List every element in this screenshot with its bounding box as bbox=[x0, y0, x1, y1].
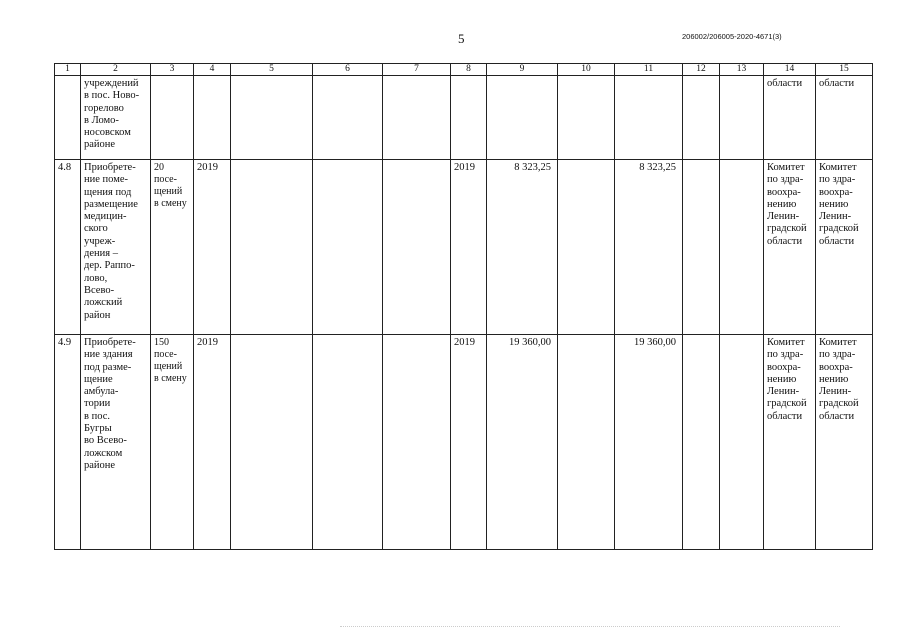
cell-line: ложский bbox=[84, 297, 123, 309]
cell-line: Бугры bbox=[84, 423, 112, 435]
header-cell-11: 11 bbox=[615, 64, 683, 76]
cell-col-4: 2019 bbox=[194, 335, 231, 550]
table-row bbox=[55, 76, 873, 160]
header-cell-8: 8 bbox=[451, 64, 487, 76]
cell-line: тории bbox=[84, 398, 111, 410]
cell-line: градской bbox=[819, 223, 859, 235]
header-cell-4: 4 bbox=[194, 64, 231, 76]
cell-line: районе bbox=[84, 459, 116, 471]
cell-col-13 bbox=[720, 335, 764, 550]
cell-line: Ленин- bbox=[819, 386, 852, 398]
cell-line: Комитет bbox=[819, 337, 857, 348]
scan-artifact-line bbox=[340, 626, 840, 630]
header-cell-7: 7 bbox=[383, 64, 451, 76]
cell-line: по здра- bbox=[819, 174, 856, 186]
header-cell-1: 1 bbox=[55, 64, 81, 76]
cell-col-4 bbox=[194, 76, 231, 160]
cell-col-7 bbox=[383, 335, 451, 550]
header-cell-3: 3 bbox=[151, 64, 194, 76]
cell-col-8: 2019 bbox=[451, 335, 487, 550]
cell-col-15 bbox=[816, 335, 873, 550]
cell-line: по здра- bbox=[767, 174, 804, 186]
cell-col-13 bbox=[720, 160, 764, 335]
cell-line: нению bbox=[819, 198, 849, 210]
cell-col-12 bbox=[683, 76, 720, 160]
cell-line: Комитет bbox=[767, 337, 805, 348]
cell-line: Комитет bbox=[767, 162, 805, 173]
cell-line: посе- bbox=[154, 349, 177, 360]
cell-col-14 bbox=[764, 76, 816, 160]
cell-line: ложском bbox=[84, 447, 123, 459]
header-cell-12: 12 bbox=[683, 64, 720, 76]
header-cell-5: 5 bbox=[231, 64, 313, 76]
cell-line: воохра- bbox=[819, 361, 853, 373]
header-cell-6: 6 bbox=[313, 64, 383, 76]
cell-line: нению bbox=[819, 373, 849, 385]
cell-col-12 bbox=[683, 335, 720, 550]
header-cell-10: 10 bbox=[558, 64, 615, 76]
cell-line: учреж- bbox=[84, 235, 116, 247]
cell-line: градской bbox=[819, 398, 859, 410]
cell-line: амбула- bbox=[84, 386, 119, 398]
cell-line: Ленин- bbox=[819, 211, 852, 223]
cell-col-3 bbox=[151, 335, 194, 550]
cell-line: медицин- bbox=[84, 211, 127, 223]
cell-line: Приобрете- bbox=[84, 337, 136, 348]
cell-line: лово, bbox=[84, 272, 108, 284]
cell-line: области bbox=[767, 410, 803, 422]
cell-line: воохра- bbox=[767, 361, 801, 373]
cell-line: Ленин- bbox=[767, 386, 800, 398]
cell-col-4: 2019 bbox=[194, 160, 231, 335]
cell-line: во Всево- bbox=[84, 435, 127, 447]
cell-line: области bbox=[767, 78, 803, 89]
header-cell-14: 14 bbox=[764, 64, 816, 76]
cell-col-9 bbox=[487, 76, 558, 160]
page-number: 5 bbox=[458, 31, 465, 46]
cell-col-9: 8 323,25 bbox=[487, 160, 558, 335]
header-row bbox=[55, 64, 873, 76]
cell-col-1 bbox=[55, 76, 81, 160]
cell-col-15 bbox=[816, 76, 873, 160]
cell-line: в смену bbox=[154, 198, 187, 209]
header-cell-13: 13 bbox=[720, 64, 764, 76]
cell-line: Ленин- bbox=[767, 211, 800, 223]
cell-line: щение bbox=[84, 373, 113, 385]
cell-col-13 bbox=[720, 76, 764, 160]
cell-col-14 bbox=[764, 160, 816, 335]
cell-col-15 bbox=[816, 160, 873, 335]
cell-col-6 bbox=[313, 335, 383, 550]
header-cell-9: 9 bbox=[487, 64, 558, 76]
cell-line: 150 bbox=[154, 337, 169, 348]
cell-col-10 bbox=[558, 76, 615, 160]
cell-col-11: 8 323,25 bbox=[615, 160, 683, 335]
cell-col-7 bbox=[383, 76, 451, 160]
cell-col-11: 19 360,00 bbox=[615, 335, 683, 550]
cell-line: градской bbox=[767, 398, 807, 410]
header-cell-15: 15 bbox=[816, 64, 873, 76]
cell-col-2 bbox=[81, 76, 151, 160]
table-row bbox=[55, 160, 873, 335]
header-cell-2: 2 bbox=[81, 64, 151, 76]
cell-line: нению bbox=[767, 373, 797, 385]
cell-line: районе bbox=[84, 139, 116, 151]
cell-line: области bbox=[819, 235, 855, 247]
cell-line: учреждений bbox=[84, 78, 139, 89]
cell-line: размещение bbox=[84, 198, 138, 210]
cell-col-14 bbox=[764, 335, 816, 550]
cell-line: щения под bbox=[84, 186, 132, 198]
cell-col-2 bbox=[81, 335, 151, 550]
cell-line: области bbox=[819, 410, 855, 422]
cell-col-5 bbox=[231, 76, 313, 160]
cell-line: по здра- bbox=[819, 349, 856, 361]
table-row bbox=[55, 335, 873, 550]
cell-line: носовском bbox=[84, 127, 131, 139]
data-table bbox=[54, 63, 873, 550]
cell-line: ние поме- bbox=[84, 174, 128, 186]
cell-line: Приобрете- bbox=[84, 162, 136, 173]
cell-line: посе- bbox=[154, 174, 177, 185]
cell-line: район bbox=[84, 309, 111, 321]
cell-col-11 bbox=[615, 76, 683, 160]
cell-col-1: 4.8 bbox=[55, 160, 81, 335]
cell-col-12 bbox=[683, 160, 720, 335]
cell-line: воохра- bbox=[819, 186, 853, 198]
cell-col-10 bbox=[558, 160, 615, 335]
cell-line: области bbox=[819, 78, 855, 89]
cell-line: 20 bbox=[154, 162, 164, 173]
cell-line: щений bbox=[154, 186, 183, 197]
cell-line: в Ломо- bbox=[84, 114, 119, 126]
cell-col-8 bbox=[451, 76, 487, 160]
cell-line: области bbox=[767, 235, 803, 247]
cell-col-7 bbox=[383, 160, 451, 335]
cell-line: в пос. Ново- bbox=[84, 90, 140, 102]
cell-line: Всево- bbox=[84, 284, 115, 296]
cell-col-5 bbox=[231, 335, 313, 550]
cell-line: горелово bbox=[84, 102, 124, 114]
cell-line: ние здания bbox=[84, 349, 133, 361]
cell-line: нению bbox=[767, 198, 797, 210]
cell-line: щений bbox=[154, 361, 183, 372]
cell-line: ского bbox=[84, 223, 108, 235]
document-code: 206002/206005-2020-4671(3) bbox=[682, 32, 782, 41]
cell-col-3 bbox=[151, 160, 194, 335]
cell-col-6 bbox=[313, 76, 383, 160]
cell-col-6 bbox=[313, 160, 383, 335]
cell-col-2 bbox=[81, 160, 151, 335]
cell-line: градской bbox=[767, 223, 807, 235]
cell-line: дения – bbox=[84, 248, 118, 260]
cell-col-5 bbox=[231, 160, 313, 335]
cell-line: Комитет bbox=[819, 162, 857, 173]
cell-col-8: 2019 bbox=[451, 160, 487, 335]
cell-col-9: 19 360,00 bbox=[487, 335, 558, 550]
cell-col-3 bbox=[151, 76, 194, 160]
cell-line: дер. Раппо- bbox=[84, 260, 135, 272]
cell-line: по здра- bbox=[767, 349, 804, 361]
cell-line: в пос. bbox=[84, 410, 110, 422]
cell-line: воохра- bbox=[767, 186, 801, 198]
cell-col-10 bbox=[558, 335, 615, 550]
cell-line: под разме- bbox=[84, 361, 132, 373]
cell-col-1: 4.9 bbox=[55, 335, 81, 550]
cell-line: в смену bbox=[154, 373, 187, 384]
